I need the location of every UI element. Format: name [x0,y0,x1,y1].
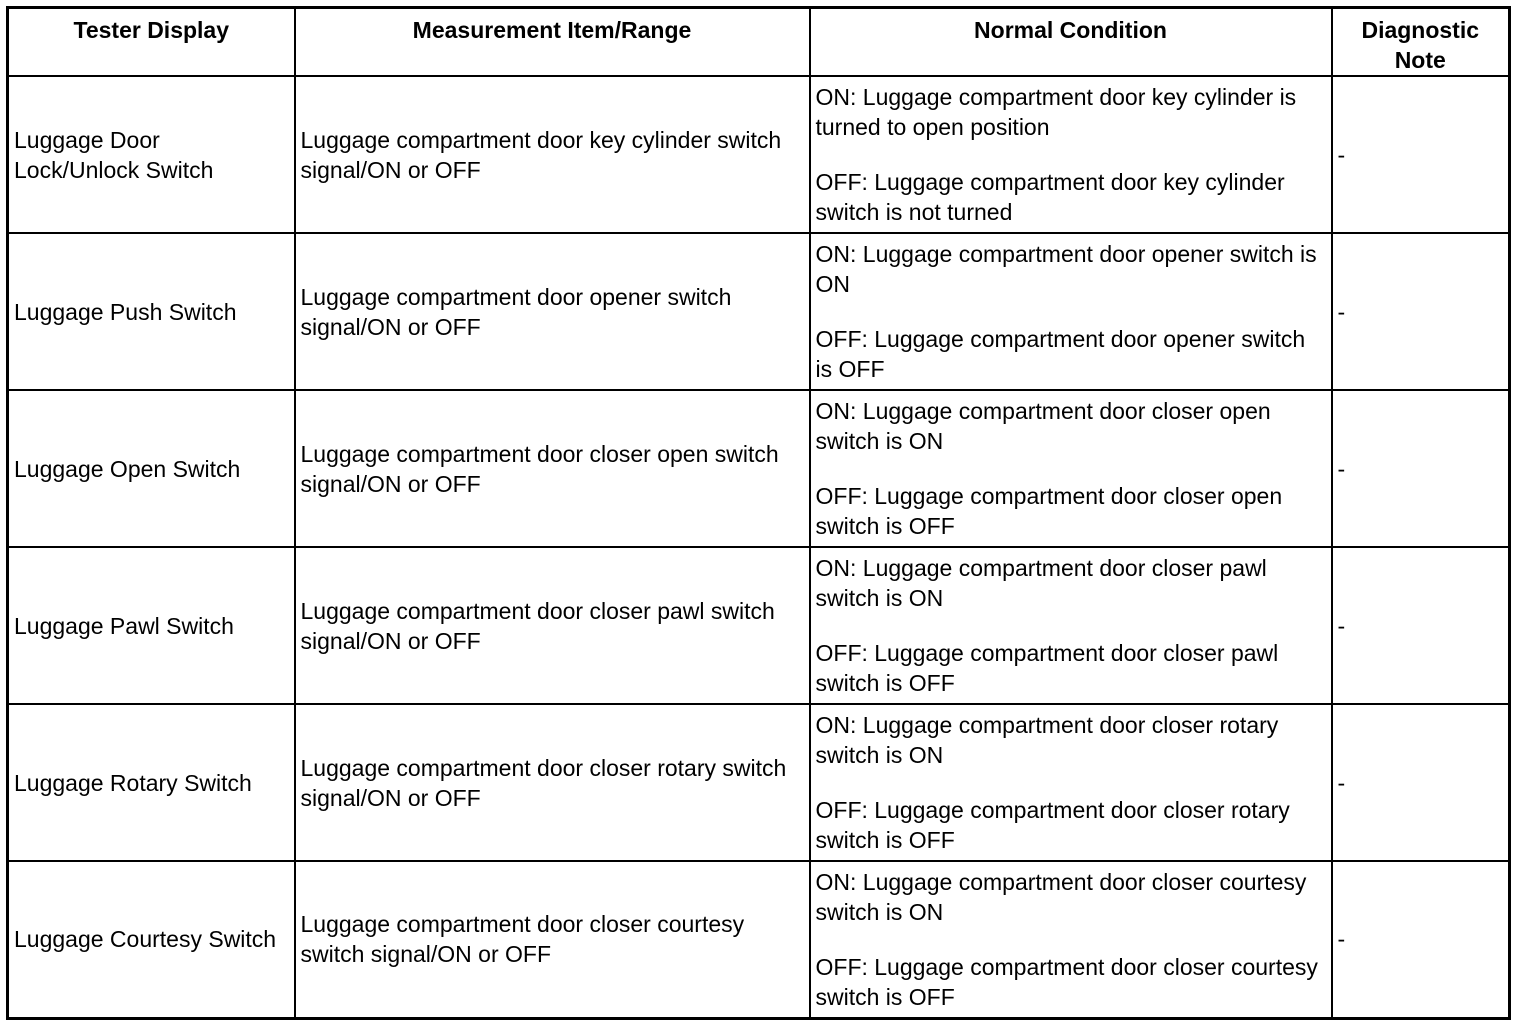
cell-normal-condition [810,76,1332,233]
table-row [8,861,1510,1018]
header-measurement: Measurement Item/Range [295,8,810,77]
cell-diagnostic-note: - [1332,861,1510,1018]
cell-normal-condition [810,390,1332,547]
cell-measurement: Luggage compartment door closer pawl switch signal/ON or OFF [295,547,810,704]
cell-measurement: Luggage compartment door closer open switch signal/ON or OFF [295,390,810,547]
table-row [8,233,1510,390]
cell-normal-condition [810,233,1332,390]
condition-off: OFF: Luggage compartment door opener switch is OFF [815,326,1306,382]
cell-tester-display: Luggage Courtesy Switch [8,861,295,1018]
table-row [8,76,1510,233]
header-tester-display: Tester Display [8,8,295,77]
condition-off: OFF: Luggage compartment door key cylinder switch is not turned [815,169,1285,225]
data-list-table [6,6,1511,1020]
cell-normal-condition [810,861,1332,1018]
cell-measurement: Luggage compartment door opener switch signal/ON or OFF [295,233,810,390]
condition-off: OFF: Luggage compartment door closer rotary switch is OFF [815,797,1290,853]
condition-on: ON: Luggage compartment door closer open switch is ON [815,398,1271,454]
condition-on: ON: Luggage compartment door key cylinder is turned to open position [815,84,1297,140]
cell-tester-display: Luggage Push Switch [8,233,295,390]
cell-diagnostic-note: - [1332,76,1510,233]
cell-normal-condition [810,704,1332,861]
cell-normal-condition [810,547,1332,704]
cell-diagnostic-note: - [1332,547,1510,704]
cell-tester-display: Luggage Door Lock/Unlock Switch [8,76,295,233]
condition-on: ON: Luggage compartment door opener switch is ON [815,241,1317,297]
condition-on: ON: Luggage compartment door closer courtesy switch is ON [815,868,1307,925]
cell-measurement: Luggage compartment door closer courtesy switch signal/ON or OFF [295,861,810,1018]
condition-off: OFF: Luggage compartment door closer open switch is OFF [815,483,1283,539]
header-diagnostic-note: Diagnostic Note [1332,8,1510,77]
cell-diagnostic-note: - [1332,233,1510,390]
condition-on: ON: Luggage compartment door closer rotary switch is ON [815,712,1279,768]
header-normal-condition: Normal Condition [810,8,1332,77]
cell-measurement: Luggage compartment door key cylinder switch signal/ON or OFF [295,76,810,233]
cell-tester-display: Luggage Pawl Switch [8,547,295,704]
table-header-row [8,8,1510,77]
cell-tester-display: Luggage Open Switch [8,390,295,547]
table-row [8,547,1510,704]
cell-measurement: Luggage compartment door closer rotary switch signal/ON or OFF [295,704,810,861]
condition-off: OFF: Luggage compartment door closer pawl switch is OFF [815,640,1279,696]
cell-diagnostic-note: - [1332,390,1510,547]
cell-tester-display: Luggage Rotary Switch [8,704,295,861]
condition-off: OFF: Luggage compartment door closer courtesy switch is OFF [815,953,1318,1010]
table-row [8,704,1510,861]
table-row [8,390,1510,547]
cell-diagnostic-note: - [1332,704,1510,861]
condition-on: ON: Luggage compartment door closer pawl switch is ON [815,555,1267,611]
